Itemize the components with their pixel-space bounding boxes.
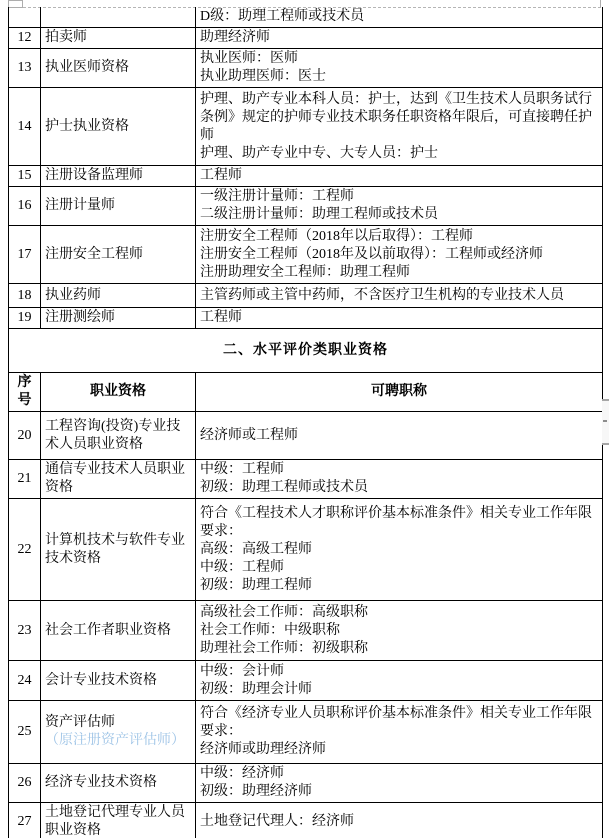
table-row [9,601,603,661]
title-cell [196,187,603,226]
title-line: 工程师 [200,168,242,183]
title-line: 中级：工程师 [200,462,284,477]
table-row [9,49,603,88]
title-line: 中级：工程师 [200,559,284,575]
row-number: 12 [9,28,41,49]
title-line: 护理、助产专业中专、大专人员：护士 [200,145,438,161]
row-number: 24 [9,661,41,701]
qualification-name: 土地登记代理专业人员职业资格 [45,805,185,838]
row-number: 16 [9,187,41,226]
column-header-qualification: 职业资格 [41,373,196,412]
table-row [9,308,603,329]
title-line: 执业助理医师：医士 [200,69,326,84]
table-row [9,661,603,701]
qualification-table [8,7,603,838]
row-number: 17 [9,226,41,284]
qualification-cell [41,701,196,764]
title-line: 土地登记代理人：经济师 [200,814,354,829]
row-number: 22 [9,499,41,601]
title-cell [196,803,603,838]
title-cell [196,28,603,49]
page-boundary-right-mark [600,0,601,7]
row-number: 13 [9,49,41,88]
table-row [9,460,603,499]
qualification-cell [41,187,196,226]
scrollbar-notch-icon [603,420,607,422]
table-row [9,166,603,187]
table-row [9,499,603,601]
title-cell [196,7,603,28]
title-line: 二级注册计量师：助理工程师或技术员 [200,207,438,222]
qualification-name: 拍卖师 [45,30,87,45]
section-title: 二、水平评价类职业资格 [9,329,603,373]
table-row [9,226,603,284]
table-row [9,803,603,838]
title-line: 助理经济师 [200,30,270,45]
title-cell [196,460,603,499]
qualification-cell [41,803,196,838]
title-cell [196,764,603,803]
qualification-cell [41,412,196,460]
row-number: 21 [9,460,41,499]
qualification-name: 注册安全工程师 [45,246,143,262]
title-line: 执业医师：医师 [200,51,298,66]
qualification-note: （原注册资产评估师） [45,733,185,748]
title-cell [196,226,603,284]
title-line: 注册助理安全工程师：助理工程师 [200,264,410,280]
title-cell [196,88,603,166]
qualification-cell [41,661,196,701]
row-number: 15 [9,166,41,187]
title-cell [196,284,603,308]
qualification-cell [41,601,196,661]
table-row [9,7,603,28]
title-line: 初级：助理工程师或技术员 [200,480,368,495]
qualification-cell [41,499,196,601]
qualification-cell [41,284,196,308]
title-cell [196,308,603,329]
title-cell [196,49,603,88]
table-part1 [9,7,603,329]
table-row [9,187,603,226]
qualification-name: 经济专业技术资格 [45,775,157,790]
title-cell [196,601,603,661]
row-number: 18 [9,284,41,308]
title-line: 护理、助产专业本科人员：护士，达到《卫生技术人员职务试行条例》规定的护师专业技术职务任职资格年限后，可直接聘任护师 [200,91,592,143]
title-line: 助理社会工作师：初级职称 [200,640,368,656]
title-line: 初级：助理经济师 [200,784,312,799]
qualification-cell [41,166,196,187]
title-line: 符合《经济专业人员职称评价基本标准条件》相关专业工作年限要求： [200,706,592,739]
title-line: 主管药师或主管中药师，不含医疗卫生机构的专业技术人员 [200,287,564,303]
header-row [9,373,603,412]
title-cell [196,166,603,187]
title-cell [196,701,603,764]
qualification-name: 执业医师资格 [45,60,129,75]
table-row [9,412,603,460]
title-line: 经济师或工程师 [200,427,298,443]
title-line: 高级社会工作师：高级职称 [200,604,368,620]
row-number: 27 [9,803,41,838]
table-section [9,329,603,412]
title-line: 社会工作师：中级职称 [200,622,340,638]
title-cell [196,499,603,601]
qualification-cell [41,226,196,284]
title-line: 注册安全工程师（2018年以后取得）：工程师 [200,228,473,244]
table-row [9,88,603,166]
column-header-number: 序号 [9,373,41,412]
qualification-cell [41,49,196,88]
row-number: 23 [9,601,41,661]
qualification-cell [41,460,196,499]
section-row [9,329,603,373]
title-line: 注册安全工程师（2018年及以前取得）：工程师或经济师 [200,246,543,262]
table-row [9,284,603,308]
qualification-cell [41,28,196,49]
row-number: 19 [9,308,41,329]
table-part2 [9,412,603,838]
title-line: 初级：助理工程师 [200,577,312,593]
qualification-cell [41,7,196,28]
qualification-name: 通信专业技术人员职业资格 [45,462,185,495]
qualification-name: 工程咨询(投资)专业技术人员职业资格 [45,418,181,452]
table-row [9,764,603,803]
row-number: 25 [9,701,41,764]
title-line: 初级：助理会计师 [200,681,312,697]
qualification-cell [41,764,196,803]
title-line: 高级：高级工程师 [200,541,312,557]
qualification-name: 注册测绘师 [45,310,115,325]
title-line: 中级：经济师 [200,766,284,781]
title-line: 符合《工程技术人才职称评价基本标准条件》相关专业工作年限要求： [200,505,592,539]
qualification-cell [41,308,196,329]
qualification-cell [41,88,196,166]
qualification-name: 护士执业资格 [45,118,129,134]
title-line: 一级注册计量师：工程师 [200,189,354,204]
row-number: 26 [9,764,41,803]
qualification-name: 社会工作者职业资格 [45,622,171,638]
title-line: 中级：会计师 [200,663,284,679]
table-row [9,28,603,49]
title-line: 工程师 [200,310,242,325]
scrollbar-thumb[interactable] [602,399,609,445]
column-header-title: 可聘职称 [196,373,603,412]
row-number: 20 [9,412,41,460]
row-number: 14 [9,88,41,166]
qualification-name: 注册计量师 [45,198,115,213]
title-cell [196,412,603,460]
title-line: D级：助理工程师或技术员 [200,9,365,24]
title-line: 经济师或助理经济师 [200,742,326,757]
table-row [9,701,603,764]
row-number [9,7,41,28]
title-cell [196,661,603,701]
qualification-name: 注册设备监理师 [45,168,143,183]
qualification-name: 执业药师 [45,287,101,303]
qualification-name: 资产评估师 [45,715,115,730]
qualification-name: 计算机技术与软件专业技术资格 [45,532,185,566]
qualification-name: 会计专业技术资格 [45,672,157,688]
